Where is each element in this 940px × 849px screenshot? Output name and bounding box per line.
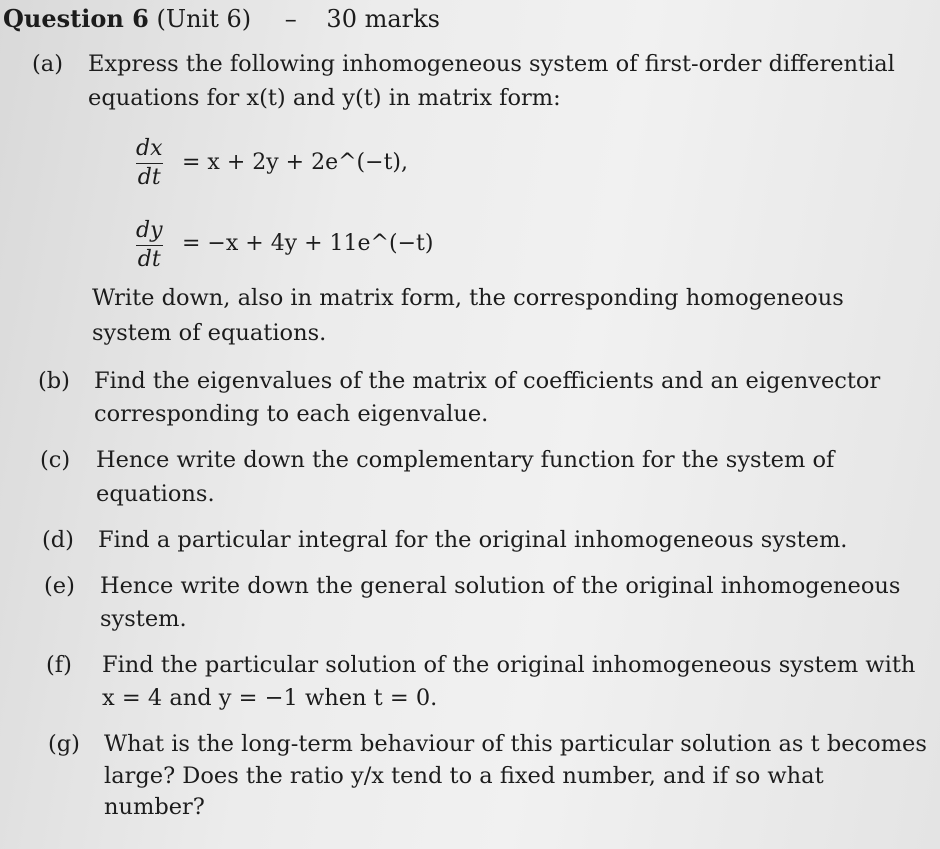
part-a-line2: equations for x(t) and y(t) in matrix form: <box>88 85 561 111</box>
eq2-denominator: dt <box>137 247 161 272</box>
part-e-line2: system. <box>100 606 187 632</box>
eq1-denominator: dt <box>137 165 161 190</box>
part-f-line2: x = 4 and y = −1 when t = 0. <box>102 685 438 711</box>
part-a-label: (a) <box>32 51 63 77</box>
eq2-numerator: dy <box>136 218 163 243</box>
part-b-line2: corresponding to each eigenvalue. <box>94 401 489 427</box>
question-marks: 30 marks <box>326 5 440 33</box>
part-a-line4: system of equations. <box>92 320 327 346</box>
part-g-line3: number? <box>104 794 205 820</box>
question-number: Question 6 <box>3 4 149 33</box>
part-d-line1: Find a particular integral for the original inhomogeneous system. <box>98 527 848 553</box>
part-b-line1: Find the eigenvalues of the matrix of coefficients and an eigenvector <box>94 368 881 394</box>
part-f-label: (f) <box>46 652 72 678</box>
part-a-line3: Write down, also in matrix form, the corresponding homogeneous <box>92 285 844 311</box>
part-g-line2: large? Does the ratio y/x tend to a fixed number, and if so what <box>104 763 824 789</box>
part-g-line1: What is the long-term behaviour of this particular solution as t becomes <box>104 731 927 757</box>
eq1-numerator: dx <box>136 136 163 161</box>
equation-2-rhs: = −x + 4y + 11e^(−t) <box>182 231 434 256</box>
part-g-label: (g) <box>48 731 80 757</box>
header-dash: – <box>284 5 297 33</box>
part-d-label: (d) <box>42 527 74 553</box>
part-a-line1: Express the following inhomogeneous system of first-order differential <box>88 51 895 77</box>
part-f-line1: Find the particular solution of the original inhomogeneous system with <box>102 652 916 678</box>
part-b-label: (b) <box>38 368 70 394</box>
part-c-line1: Hence write down the complementary function for the system of <box>96 447 835 473</box>
question-header <box>3 4 440 33</box>
part-c-label: (c) <box>40 447 71 473</box>
equation-2-derivative <box>136 218 163 273</box>
equation-1-derivative <box>136 136 163 191</box>
part-e-label: (e) <box>44 573 75 599</box>
question-unit: (Unit 6) <box>156 5 252 33</box>
equation-1-rhs: = x + 2y + 2e^(−t), <box>182 150 408 175</box>
part-c-line2: equations. <box>96 481 215 507</box>
part-e-line1: Hence write down the general solution of the original inhomogeneous <box>100 573 901 599</box>
